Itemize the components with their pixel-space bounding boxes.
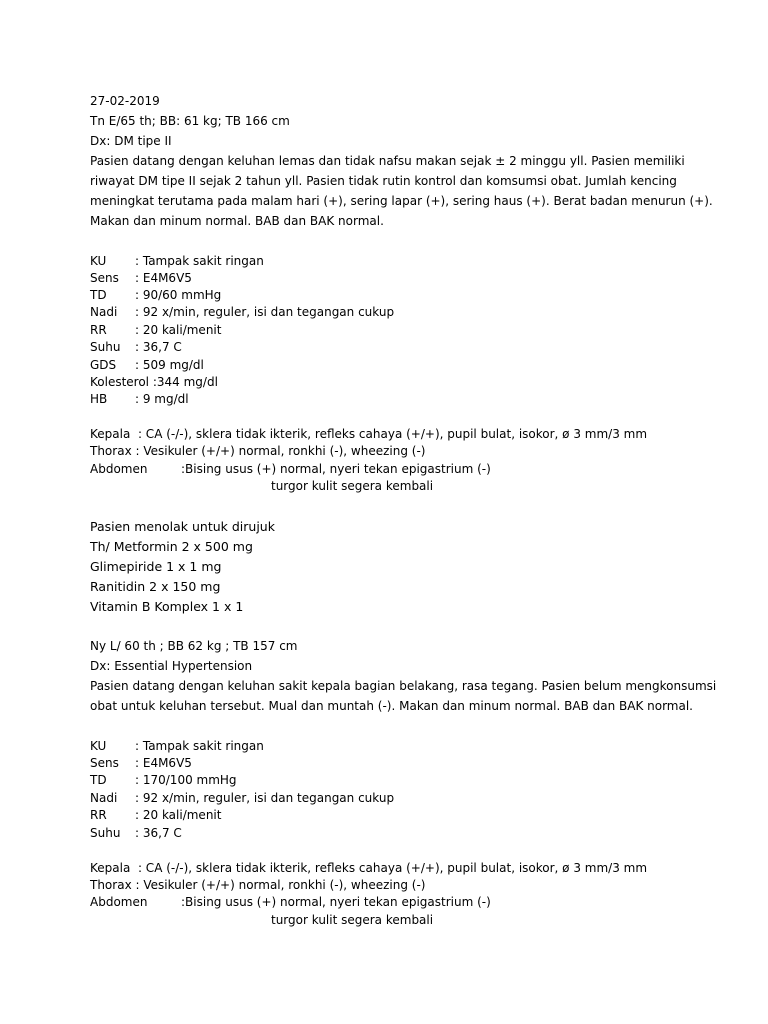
vital-row xyxy=(90,322,221,339)
vital-row xyxy=(90,304,394,321)
exam-key: Abdomen xyxy=(90,462,148,476)
exam-abdomen-extra: turgor kulit segera kembali xyxy=(271,913,434,927)
vital-value: : 90/60 mmHg xyxy=(135,288,222,302)
patient-info: Tn E/65 th; BB: 61 kg; TB 166 cm xyxy=(90,114,290,128)
vital-row xyxy=(90,738,264,755)
vital-value: : 20 kali/menit xyxy=(135,808,222,822)
vital-row xyxy=(90,790,394,807)
exam-value: : Vesikuler (+/+) normal, ronkhi (-), wheezing (-) xyxy=(135,878,426,892)
exam-thorax xyxy=(90,877,425,894)
vital-row xyxy=(90,391,189,408)
vital-row xyxy=(90,357,204,374)
history-line: obat untuk keluhan tersebut. Mual dan muntah (-). Makan dan minum normal. BAB dan BAK normal. xyxy=(90,699,693,713)
exam-kepala xyxy=(90,860,647,877)
exam-abdomen xyxy=(90,894,491,911)
exam-abdomen-extra: turgor kulit segera kembali xyxy=(271,479,434,493)
vital-key: GDS xyxy=(90,358,117,372)
vital-key: Nadi xyxy=(90,305,118,319)
vital-key: Sens xyxy=(90,271,119,285)
plan-line: Th/ Metformin 2 x 500 mg xyxy=(90,539,253,554)
history-line: Pasien datang dengan keluhan lemas dan tidak nafsu makan sejak ± 2 minggu yll. Pasien memiliki xyxy=(90,154,685,168)
history-line: riwayat DM tipe II sejak 2 tahun yll. Pasien tidak rutin kontrol dan komsumsi obat. Jumlah kencing xyxy=(90,174,677,188)
vital-value: : 36,7 C xyxy=(135,340,182,354)
vital-key: Suhu xyxy=(90,340,121,354)
vital-row xyxy=(90,374,218,391)
plan-line: Ranitidin 2 x 150 mg xyxy=(90,579,221,594)
diagnosis: Dx: Essential Hypertension xyxy=(90,659,253,673)
vital-key: Kolesterol xyxy=(90,375,150,389)
exam-key: Thorax xyxy=(90,878,132,892)
record-date: 27-02-2019 xyxy=(90,94,160,108)
vital-row xyxy=(90,772,237,789)
vital-value: : 170/100 mmHg xyxy=(135,773,237,787)
vital-row xyxy=(90,270,192,287)
exam-value: : CA (-/-), sklera tidak ikterik, refleks cahaya (+/+), pupil bulat, isokor, ø 3 mm/3 mm xyxy=(137,427,648,441)
vital-row xyxy=(90,755,192,772)
vital-value: : 36,7 C xyxy=(135,826,182,840)
diagnosis: Dx: DM tipe II xyxy=(90,134,172,148)
exam-key: Kepala xyxy=(90,427,131,441)
vital-value: : 9 mg/dl xyxy=(135,392,189,406)
vital-value: : 92 x/min, reguler, isi dan tegangan cukup xyxy=(135,791,395,805)
exam-key: Abdomen xyxy=(90,895,148,909)
vital-value: : E4M6V5 xyxy=(135,271,192,285)
vital-value: : E4M6V5 xyxy=(135,756,192,770)
plan-line: Pasien menolak untuk dirujuk xyxy=(90,519,275,534)
vital-key: Suhu xyxy=(90,826,121,840)
vital-value: : 20 kali/menit xyxy=(135,323,222,337)
vital-value: : Tampak sakit ringan xyxy=(135,739,264,753)
vital-key: RR xyxy=(90,808,107,822)
vital-key: Nadi xyxy=(90,791,118,805)
vital-row xyxy=(90,287,221,304)
exam-value: :Bising usus (+) normal, nyeri tekan epigastrium (-) xyxy=(181,462,491,476)
exam-key: Kepala xyxy=(90,861,131,875)
vital-key: KU xyxy=(90,254,107,268)
exam-kepala xyxy=(90,426,647,443)
exam-key: Thorax xyxy=(90,444,132,458)
vital-key: TD xyxy=(90,288,107,302)
vital-row xyxy=(90,825,182,842)
vital-value: : Tampak sakit ringan xyxy=(135,254,264,268)
exam-value: : Vesikuler (+/+) normal, ronkhi (-), wheezing (-) xyxy=(135,444,426,458)
history-line: meningkat terutama pada malam hari (+), sering lapar (+), sering haus (+). Berat badan menurun (+). xyxy=(90,194,713,208)
patient-info: Ny L/ 60 th ; BB 62 kg ; TB 157 cm xyxy=(90,639,298,653)
vital-key: HB xyxy=(90,392,108,406)
plan-line: Vitamin B Komplex 1 x 1 xyxy=(90,599,244,614)
vital-key: RR xyxy=(90,323,107,337)
vital-row xyxy=(90,253,264,270)
vital-key: Sens xyxy=(90,756,119,770)
exam-value: :Bising usus (+) normal, nyeri tekan epigastrium (-) xyxy=(181,895,491,909)
exam-thorax xyxy=(90,443,425,460)
plan-line: Glimepiride 1 x 1 mg xyxy=(90,559,222,574)
vital-value: :344 mg/dl xyxy=(152,375,218,389)
history-line: Makan dan minum normal. BAB dan BAK normal. xyxy=(90,214,384,228)
vital-value: : 509 mg/dl xyxy=(135,358,204,372)
vital-row xyxy=(90,339,182,356)
vital-value: : 92 x/min, reguler, isi dan tegangan cukup xyxy=(135,305,395,319)
exam-abdomen xyxy=(90,461,491,478)
vital-row xyxy=(90,807,221,824)
exam-value: : CA (-/-), sklera tidak ikterik, refleks cahaya (+/+), pupil bulat, isokor, ø 3 mm/3 mm xyxy=(137,861,648,875)
history-line: Pasien datang dengan keluhan sakit kepala bagian belakang, rasa tegang. Pasien belum mengkonsumsi xyxy=(90,679,717,693)
vital-key: TD xyxy=(90,773,107,787)
vital-key: KU xyxy=(90,739,107,753)
